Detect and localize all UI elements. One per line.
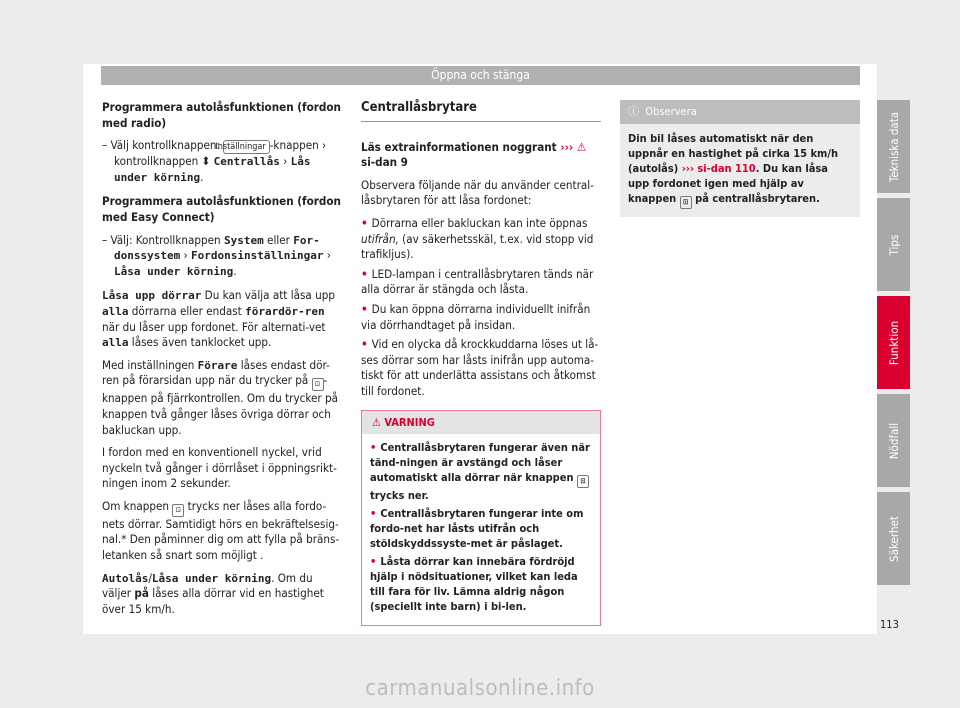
note-header: ⓘ Observera xyxy=(620,100,860,124)
heading-radio: Programmera autolåsfunktionen (fordon med radio) xyxy=(102,100,341,130)
paragraph-driver: Med inställningen Förare låses endast dör-ren på förarsidan upp när du trycker på ⊡ -knappen på fjärrkontrollen. Om du trycker på knappen två gånger låses övriga dörrar och bakluckan upp. xyxy=(102,357,339,437)
column-3 xyxy=(620,100,860,217)
tab-sakerhet[interactable]: Säkerhet xyxy=(877,492,910,585)
note-body: Din bil låses automatiskt när den uppnår en hastighet på cirka 15 km/h (autolås) ››› si-dan 110. Du kan låsa upp fordonet igen med hjälp av knappen ⊡ på centrallåsbrytaren. xyxy=(620,124,860,217)
tab-funktion[interactable]: Funktion xyxy=(877,296,910,389)
list-item: • Dörrarna eller bakluckan kan inte öppnas utifrån, (av säkerhetsskäl, t.ex. vid stopp vid trafikljus). xyxy=(361,216,601,263)
intro-line: Läs extrainformationen noggrant ››› ⚠ si-dan 9 xyxy=(361,139,587,170)
watermark: carmanualsonline.info xyxy=(365,676,595,701)
page-number: 113 xyxy=(880,618,899,631)
warning-body xyxy=(362,434,600,625)
unlock-button-icon: ⊡ xyxy=(312,378,324,391)
tab-nodfall[interactable]: Nödfall xyxy=(877,394,910,487)
list-item: • Centrallåsbrytaren fungerar inte om fordo-net har låsts utifrån och stöldskyddssyste-met är påslaget. xyxy=(370,506,592,551)
info-icon: ⓘ xyxy=(628,105,639,118)
lock-button-icon: ⊡ xyxy=(172,504,184,517)
warning-header: ⚠ VARNING xyxy=(362,411,600,435)
lock-button-icon: ⊡ xyxy=(680,196,692,209)
tab-tekniska-data[interactable]: Tekniska data xyxy=(877,100,910,193)
section-title: Centrallåsbrytare xyxy=(361,100,601,122)
list-item: • Du kan öppna dörrarna individuellt inifrån via dörrhandtaget på insidan. xyxy=(361,302,601,333)
list-item: • Låsta dörrar kan innebära fördröjd hjälp i nödsituationer, vilket kan leda till fara för liv. Lämna aldrig någon (speciellt inte barn) i bi-len. xyxy=(370,554,592,614)
lead-text: Observera följande när du använder central-låsbrytaren för att låsa fordonet: xyxy=(361,177,594,208)
column-2 xyxy=(361,100,601,626)
note-box xyxy=(620,100,860,217)
column-1 xyxy=(102,100,342,624)
list-item: • LED-lampan i centrallåsbrytaren tänds när alla dörrar är stängda och låsta. xyxy=(361,267,601,298)
step-easy-connect: – Välj: Kontrollknappen System eller For-donssystem › Fordonsinställningar › Låsa under körning. xyxy=(102,232,331,278)
paragraph-lock: Om knappen ⊡ trycks ner låses alla fordo-nets dörrar. Samtidigt hörs en bekräftelsesig-nal.* Den påminner dig om att fylla på bräns-letanken så snart som möjligt . xyxy=(102,498,340,563)
updown-arrows-icon: ⬍ xyxy=(201,154,211,169)
settings-key-label: Inställningar xyxy=(223,140,269,154)
page-header: Öppna och stänga xyxy=(101,66,860,85)
lock-button-icon: ⊡ xyxy=(577,475,589,488)
tab-tips[interactable]: Tips xyxy=(877,198,910,291)
warning-box xyxy=(361,410,601,627)
warning-triangle-icon: ⚠ xyxy=(576,139,587,154)
warning-triangle-icon: ⚠ xyxy=(372,415,381,429)
paragraph-autolock: Autolås/Låsa under körning. Om du väljer på låses alla dörrar vid en hastighet över 15 km/h. xyxy=(102,570,324,616)
paragraph-unlock: Låsa upp dörrar Du kan välja att låsa upp alla dörrarna eller endast förardör-ren när du låser upp fordonet. För alternati-vet alla låses även tanklocket upp. xyxy=(102,288,335,350)
paragraph-key: I fordon med en konventionell nyckel, vrid nyckeln två gånger i dörrlåset i öppningsrikt-ningen inom 2 sekunder. xyxy=(102,445,337,491)
list-item: • Vid en olycka då krockkuddarna löses ut lå-ses dörrar som har låsts inifrån upp automa-tiskt för att underlätta assistans och åtkomst till fordonet. xyxy=(361,337,601,399)
heading-easy-connect: Programmera autolåsfunktionen (fordon med Easy Connect) xyxy=(102,194,341,224)
step-radio: – Välj kontrollknappen: Inställningar -knappen › kontrollknappen ⬍ Centrallås › Lås under körning. xyxy=(102,138,327,184)
list-item: • Centrallåsbrytaren fungerar även när tänd-ningen är avstängd och låser automatiskt alla dörrar när knappen ⊡ trycks ner. xyxy=(370,440,592,503)
